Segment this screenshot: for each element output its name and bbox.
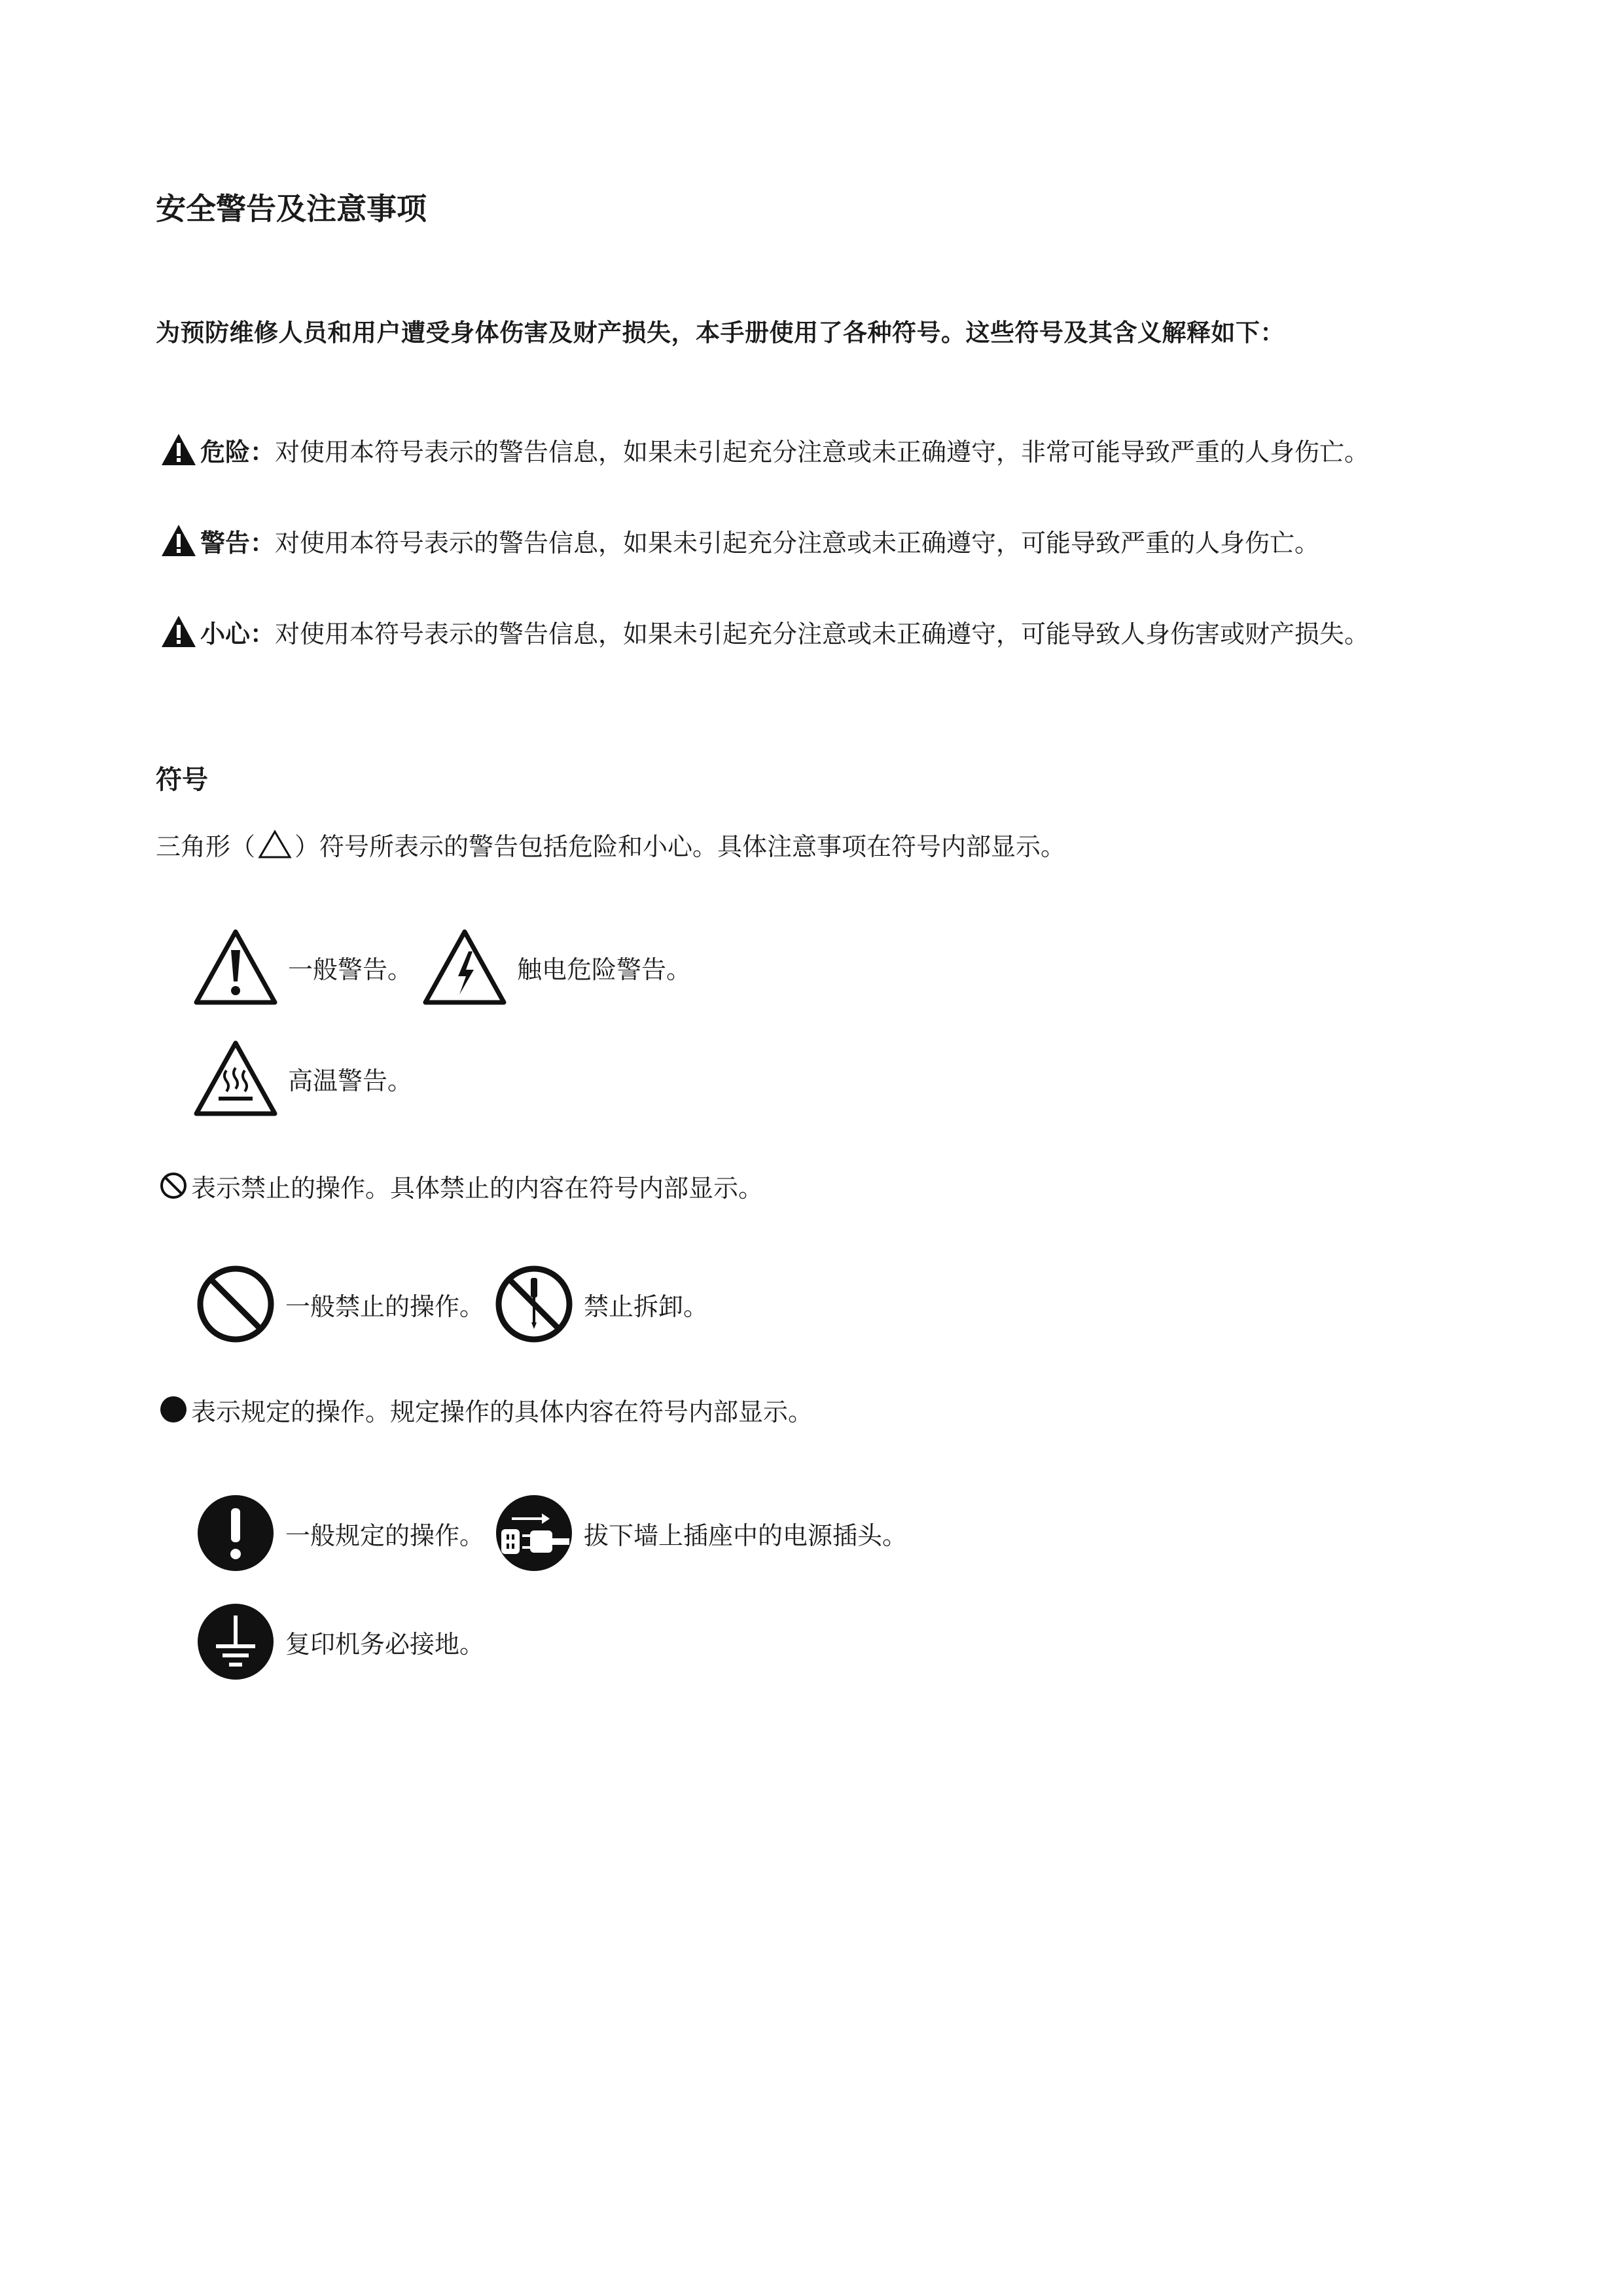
unplug-label: 拔下墙上插座中的电源插头。 xyxy=(584,1521,908,1550)
hot-surface-label: 高温警告。 xyxy=(288,1066,413,1095)
no-disassembly-label: 禁止拆卸。 xyxy=(584,1292,709,1321)
triangle-explanation xyxy=(156,824,1065,864)
hot-surface-row xyxy=(192,1037,421,1120)
hot-surface-icon xyxy=(192,1039,279,1118)
prohibit-small-icon xyxy=(158,1171,188,1201)
filled-circle-icon xyxy=(158,1394,188,1424)
prohibit-symbols-row xyxy=(195,1263,717,1345)
ground-row xyxy=(195,1600,493,1683)
electric-shock-label: 触电危险警告。 xyxy=(517,955,692,984)
caution-level-line xyxy=(160,609,1369,654)
outline-triangle-icon xyxy=(258,829,292,859)
warning-label: 警告： xyxy=(200,528,276,557)
warning-triangle-icon xyxy=(160,614,198,649)
no-disassembly-icon xyxy=(493,1263,575,1345)
warning-triangle-icon xyxy=(160,523,198,558)
triangle-explanation-before: 三角形（ xyxy=(156,832,256,861)
warning-description: 对使用本符号表示的警告信息，如果未引起充分注意或未正确遵守，可能导致严重的人身伤亡。 xyxy=(275,528,1320,557)
mandatory-symbols-row xyxy=(195,1492,916,1574)
mandatory-explanation xyxy=(158,1390,813,1429)
danger-description: 对使用本符号表示的警告信息，如果未引起充分注意或未正确遵守，非常可能导致严重的人身伤亡。 xyxy=(275,437,1370,467)
unplug-icon xyxy=(493,1492,575,1574)
general-warning-label: 一般警告。 xyxy=(288,955,413,984)
triangle-explanation-after: ）符号所表示的警告包括危险和小心。具体注意事项在符号内部显示。 xyxy=(294,832,1066,861)
general-prohibition-label: 一般禁止的操作。 xyxy=(285,1292,485,1321)
ground-icon xyxy=(195,1601,276,1682)
caution-description: 对使用本符号表示的警告信息，如果未引起充分注意或未正确遵守，可能导致人身伤害或财产损失。 xyxy=(275,619,1370,648)
general-mandatory-icon xyxy=(195,1492,276,1574)
mandatory-explanation-text: 表示规定的操作。规定操作的具体内容在符号内部显示。 xyxy=(191,1397,813,1426)
electric-shock-icon xyxy=(421,928,508,1006)
general-warning-icon xyxy=(192,928,279,1006)
symbols-heading: 符号 xyxy=(156,765,208,795)
general-mandatory-label: 一般规定的操作。 xyxy=(285,1521,485,1550)
page-title: 安全警告及注意事项 xyxy=(156,191,427,226)
warning-triangle-icon xyxy=(160,432,198,467)
danger-level-line xyxy=(160,427,1369,472)
ground-label: 复印机务必接地。 xyxy=(285,1629,485,1659)
intro-text: 为预防维修人员和用户遭受身体伤害及财产损失，本手册使用了各种符号。这些符号及其含义解释如下： xyxy=(156,319,1285,347)
warning-level-line xyxy=(160,518,1319,563)
danger-label: 危险： xyxy=(200,437,276,467)
prohibit-explanation xyxy=(158,1166,763,1205)
triangle-symbols-row xyxy=(192,926,700,1008)
caution-label: 小心： xyxy=(200,619,276,648)
prohibit-explanation-text: 表示禁止的操作。具体禁止的内容在符号内部显示。 xyxy=(191,1173,764,1203)
general-prohibition-icon xyxy=(195,1263,276,1345)
